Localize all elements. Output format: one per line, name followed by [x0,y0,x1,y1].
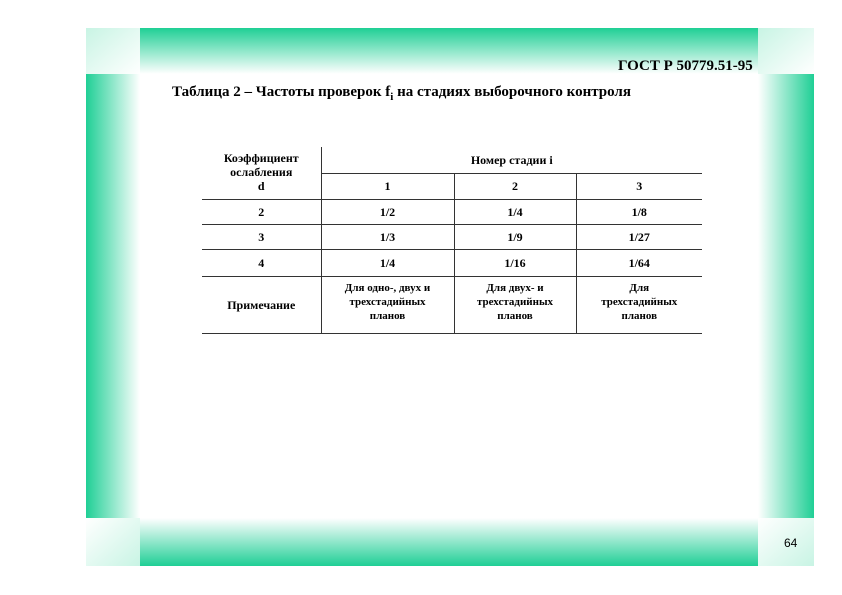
note-3-line: трехстадийных [601,295,678,308]
corner-top-left [86,28,140,74]
cell-value: 1/8 [576,199,702,224]
header-coefficient-line1: Коэффициент [223,151,299,165]
document-id: ГОСТ Р 50779.51-95 [618,58,753,74]
right-band [758,74,814,518]
table-row [202,199,702,224]
header-coefficient-line3: d [257,179,265,193]
note-2-line: планов [497,309,533,322]
left-band [86,74,140,518]
note-cell-1 [321,276,454,333]
note-2-line: трехстадийных [476,295,554,308]
cell-value: 1/4 [454,199,576,224]
cell-value: 1/16 [454,249,576,276]
table-row [202,224,702,249]
table-title-subscript: i [390,91,394,103]
cell-value: 1/2 [321,199,454,224]
header-stage-number: Номер стадии i [321,147,702,173]
note-3-line: Для [629,281,650,294]
note-1-line: трехстадийных [349,295,426,308]
row-d: 4 [202,249,321,276]
header-coefficient [202,147,321,199]
cell-value: 1/3 [321,224,454,249]
row-d: 2 [202,199,321,224]
header-stage-2: 2 [454,173,576,199]
row-d: 3 [202,224,321,249]
cell-value: 1/27 [576,224,702,249]
cell-value: 1/64 [576,249,702,276]
header-stage-3: 3 [576,173,702,199]
note-cell-2 [454,276,576,333]
note-3-line: планов [621,309,658,322]
bottom-band [140,518,758,566]
table-title [172,84,631,103]
header-coefficient-line2: ослабления [230,165,293,179]
note-label: Примечание [202,276,321,333]
table-row [202,249,702,276]
table-title-start: Таблица 2 – Частоты проверок f [172,84,391,100]
header-stage-1: 1 [321,173,454,199]
cell-value: 1/9 [454,224,576,249]
note-row [202,276,702,333]
note-cell-3 [576,276,702,333]
note-1-line: планов [369,309,406,322]
page-number: 64 [784,536,798,550]
corner-top-right [758,28,814,74]
corner-bottom-left [86,518,140,566]
note-2-line: Для двух- и [486,281,544,294]
note-1-line: Для одно-, двух и [344,281,431,294]
cell-value: 1/4 [321,249,454,276]
table-title-end: на стадиях выборочного контроля [393,84,631,100]
frequency-table [202,147,702,334]
